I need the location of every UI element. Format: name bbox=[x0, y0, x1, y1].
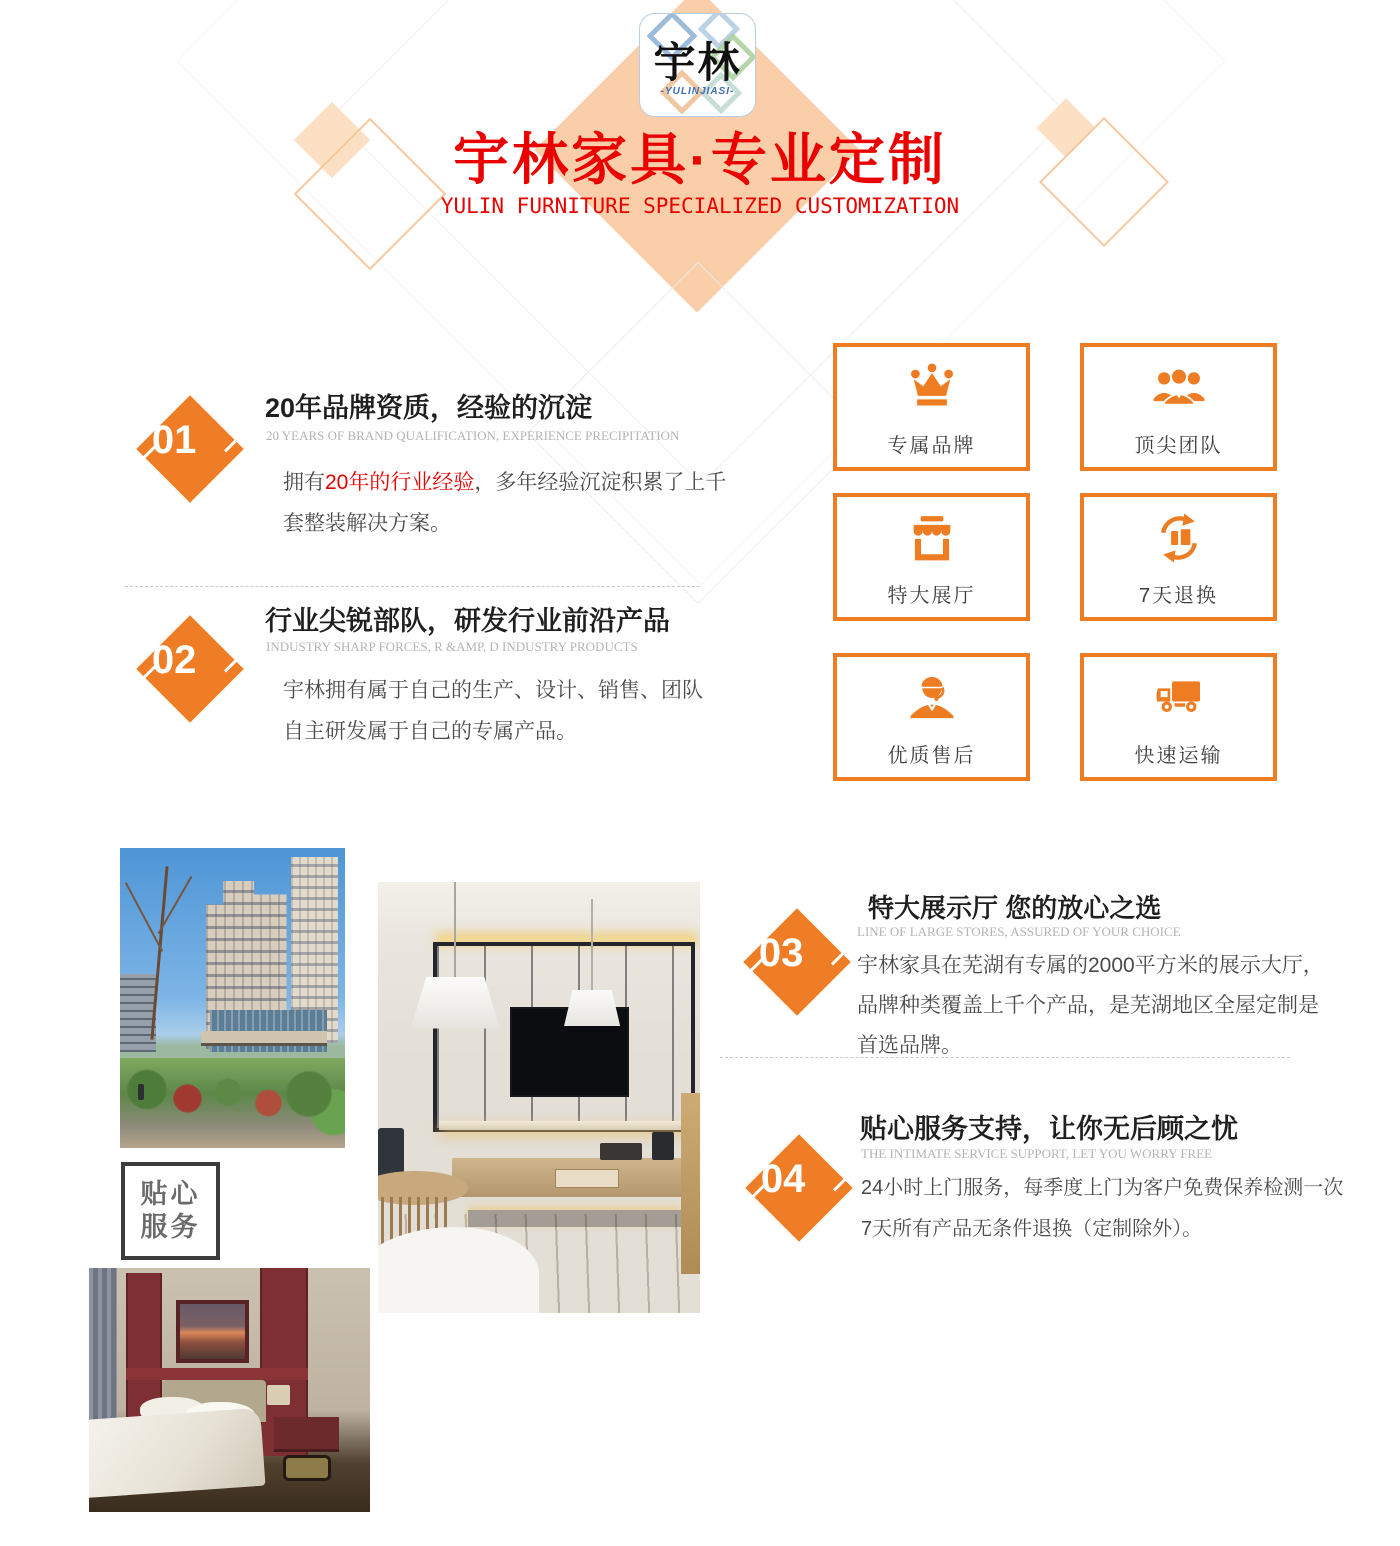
section-number-badge bbox=[745, 1134, 852, 1241]
badge-notch bbox=[224, 656, 240, 672]
body-line: 品牌种类覆盖上千个产品，是芜湖地区全屋定制是 bbox=[857, 994, 1319, 1017]
feature-box-brand bbox=[833, 343, 1030, 471]
feature-box-aftersale bbox=[833, 653, 1030, 781]
feature-box-shipping bbox=[1080, 653, 1277, 781]
lamp-cord bbox=[454, 882, 456, 977]
pedestrian bbox=[138, 1084, 144, 1100]
tv-ledge bbox=[439, 1121, 690, 1130]
store-icon bbox=[837, 509, 1026, 567]
section-body bbox=[861, 1168, 1343, 1250]
section-number-badge bbox=[743, 908, 850, 1015]
section-number: 01 bbox=[151, 418, 197, 463]
return-icon bbox=[1084, 509, 1273, 567]
nightstand bbox=[274, 1417, 339, 1452]
page-title: 宇林家具·专业定制 bbox=[453, 128, 947, 191]
section-body bbox=[283, 670, 703, 752]
brand-logo bbox=[639, 13, 756, 117]
section-number: 02 bbox=[151, 638, 197, 683]
body-line: 拥有20年的行业经验，多年经验沉淀积累了上千 bbox=[283, 471, 727, 494]
building-photo bbox=[120, 848, 345, 1148]
team-icon bbox=[1084, 359, 1273, 417]
badge-notch bbox=[224, 436, 240, 452]
lamp-cord bbox=[591, 899, 593, 990]
dashed-divider bbox=[125, 586, 700, 587]
section-subtitle-en: 20 YEARS OF BRAND QUALIFICATION, EXPERIENCE PRECIPITATION bbox=[266, 428, 680, 443]
feature-box-team bbox=[1080, 343, 1277, 471]
building-tower bbox=[120, 974, 156, 1052]
tree bbox=[151, 866, 169, 1040]
body-line: 宇林家具在芜湖有专属的2000平方米的展示大厅， bbox=[857, 954, 1324, 977]
highlight-text: 20年的行业经验 bbox=[325, 471, 475, 494]
service-badge-line: 贴心 bbox=[140, 1179, 201, 1209]
bed bbox=[89, 1408, 266, 1499]
section-title: 贴心服务支持，让你无后顾之忧 bbox=[860, 1114, 1238, 1144]
console-shelf bbox=[468, 1210, 681, 1227]
feature-label: 快速运输 bbox=[1134, 745, 1223, 767]
truck-icon bbox=[1084, 669, 1273, 727]
kettle bbox=[652, 1132, 675, 1160]
page-subtitle: YULIN FURNITURE SPECIALIZED CUSTOMIZATION bbox=[440, 194, 960, 218]
badge-notch bbox=[831, 949, 847, 965]
bedroom-photo bbox=[89, 1268, 370, 1512]
side-cabinet bbox=[681, 1093, 700, 1274]
feature-box-return bbox=[1080, 493, 1277, 621]
body-line: 7天所有产品无条件退换（定制除外）。 bbox=[861, 1218, 1203, 1240]
cove-light bbox=[439, 936, 693, 942]
framed-picture bbox=[176, 1300, 249, 1363]
feature-label: 7天退换 bbox=[1138, 585, 1219, 607]
service-badge bbox=[121, 1162, 220, 1260]
hotel-room-photo bbox=[378, 882, 700, 1313]
logo-name: 宇林 bbox=[653, 41, 742, 87]
section-body bbox=[857, 946, 1324, 1066]
logo-subname: -YULINJIASI- bbox=[660, 86, 735, 97]
body-line: 宇林拥有属于自己的生产、设计、销售、团队 bbox=[283, 679, 703, 702]
feature-label: 优质售后 bbox=[887, 745, 976, 767]
section-number-badge bbox=[136, 615, 243, 722]
section-subtitle-en: LINE OF LARGE STORES, ASSURED OF YOUR CHOICE bbox=[857, 924, 1181, 939]
body-line: 首选品牌。 bbox=[857, 1034, 962, 1057]
badge-notch bbox=[833, 1175, 849, 1191]
body-line: 24小时上门服务，每季度上门为客户免费保养检测一次 bbox=[861, 1177, 1344, 1199]
wood-beam bbox=[126, 1368, 309, 1380]
section-title: 特大展示厅 您的放心之选 bbox=[868, 893, 1162, 923]
console-drawer bbox=[555, 1169, 619, 1188]
building-garden bbox=[120, 1058, 345, 1148]
section-subtitle-en: INDUSTRY SHARP FORCES, R &AMP, D INDUSTRY PRODUCTS bbox=[266, 639, 638, 654]
section-title: 20年品牌资质，经验的沉淀 bbox=[265, 393, 593, 423]
section-number-badge bbox=[136, 395, 243, 502]
section-number: 04 bbox=[760, 1157, 806, 1202]
service-badge-line: 服务 bbox=[140, 1212, 201, 1242]
basket bbox=[286, 1458, 328, 1478]
tree-branch bbox=[124, 882, 162, 952]
section-number: 03 bbox=[758, 931, 804, 976]
feature-label: 特大展厅 bbox=[887, 585, 976, 607]
feature-label: 专属品牌 bbox=[887, 435, 976, 457]
section-body bbox=[283, 462, 726, 544]
crown-icon bbox=[837, 359, 1026, 417]
feature-label: 顶尖团队 bbox=[1134, 435, 1223, 457]
body-line: 自主研发属于自己的专属产品。 bbox=[283, 720, 577, 743]
support-icon bbox=[837, 669, 1026, 727]
building-canopy bbox=[201, 1031, 327, 1046]
body-line: 套整装解决方案。 bbox=[283, 512, 451, 535]
section-title: 行业尖锐部队，研发行业前沿产品 bbox=[265, 606, 670, 636]
switch-panel bbox=[267, 1385, 289, 1405]
section-subtitle-en: THE INTIMATE SERVICE SUPPORT, LET YOU WORRY FREE bbox=[861, 1146, 1213, 1161]
tea-tray bbox=[600, 1143, 642, 1160]
feature-box-showroom bbox=[833, 493, 1030, 621]
